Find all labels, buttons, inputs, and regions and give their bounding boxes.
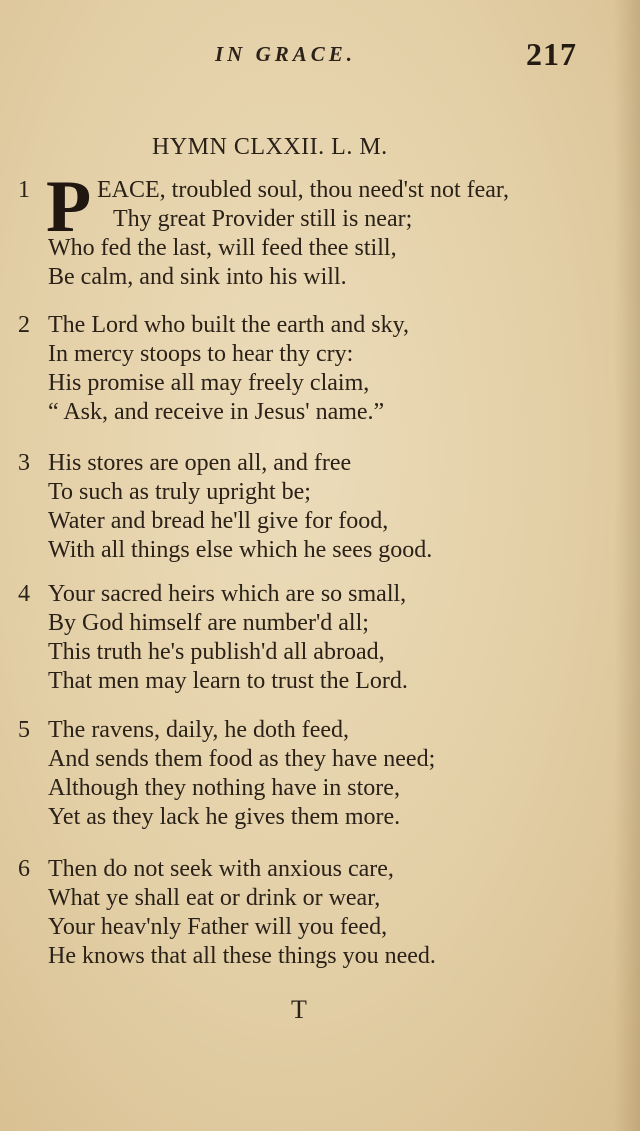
stanza-line: Your sacred heirs which are so small, bbox=[48, 581, 407, 607]
stanza-line: Yet as they lack he gives them more. bbox=[48, 804, 401, 830]
stanza-line: The ravens, daily, he doth feed, bbox=[48, 717, 349, 743]
stanza-line: To such as truly upright be; bbox=[48, 479, 311, 505]
stanza-line: And sends them food as they have need; bbox=[48, 746, 436, 772]
stanza-line: Water and bread he'll give for food, bbox=[48, 508, 389, 534]
stanza-line: Be calm, and sink into his will. bbox=[48, 264, 347, 290]
stanza-line: His promise all may freely claim, bbox=[48, 370, 370, 396]
stanza-line: What ye shall eat or drink or wear, bbox=[48, 885, 381, 911]
stanza-line: EACE, troubled soul, thou need'st not fear, bbox=[97, 177, 509, 203]
stanza-line: Although they nothing have in store, bbox=[48, 775, 400, 801]
drop-cap: P bbox=[46, 166, 92, 248]
stanza-line: That men may learn to trust the Lord. bbox=[48, 668, 408, 694]
stanza-number: 1 bbox=[18, 177, 30, 203]
stanza-line: With all things else which he sees good. bbox=[48, 537, 433, 563]
page-number: 217 bbox=[526, 36, 577, 72]
stanza-number: 5 bbox=[18, 717, 30, 743]
stanza-number: 6 bbox=[18, 856, 30, 882]
stanza-line: “ Ask, and receive in Jesus' name.” bbox=[48, 399, 385, 425]
signature-mark: T bbox=[291, 995, 307, 1024]
hymn-title: HYMN CLXXII. L. M. bbox=[152, 134, 388, 160]
stanza-line: His stores are open all, and free bbox=[48, 450, 352, 476]
stanza-line: The Lord who built the earth and sky, bbox=[48, 312, 410, 338]
stanza-line: This truth he's publish'd all abroad, bbox=[48, 639, 385, 665]
stanza-number: 3 bbox=[18, 450, 30, 476]
stanza-line: Then do not seek with anxious care, bbox=[48, 856, 394, 882]
stanza-line: He knows that all these things you need. bbox=[48, 943, 436, 969]
page-edge-shadow bbox=[614, 0, 640, 1131]
stanza-line: Your heav'nly Father will you feed, bbox=[48, 914, 388, 940]
running-head: IN GRACE. bbox=[215, 42, 357, 66]
stanza-line: Who fed the last, will feed thee still, bbox=[48, 235, 397, 261]
stanza-line: By God himself are number'd all; bbox=[48, 610, 369, 636]
stanza-line: In mercy stoops to hear thy cry: bbox=[48, 341, 354, 367]
stanza-number: 4 bbox=[18, 581, 30, 607]
stanza-line: Thy great Provider still is near; bbox=[113, 206, 413, 232]
stanza-number: 2 bbox=[18, 312, 30, 338]
